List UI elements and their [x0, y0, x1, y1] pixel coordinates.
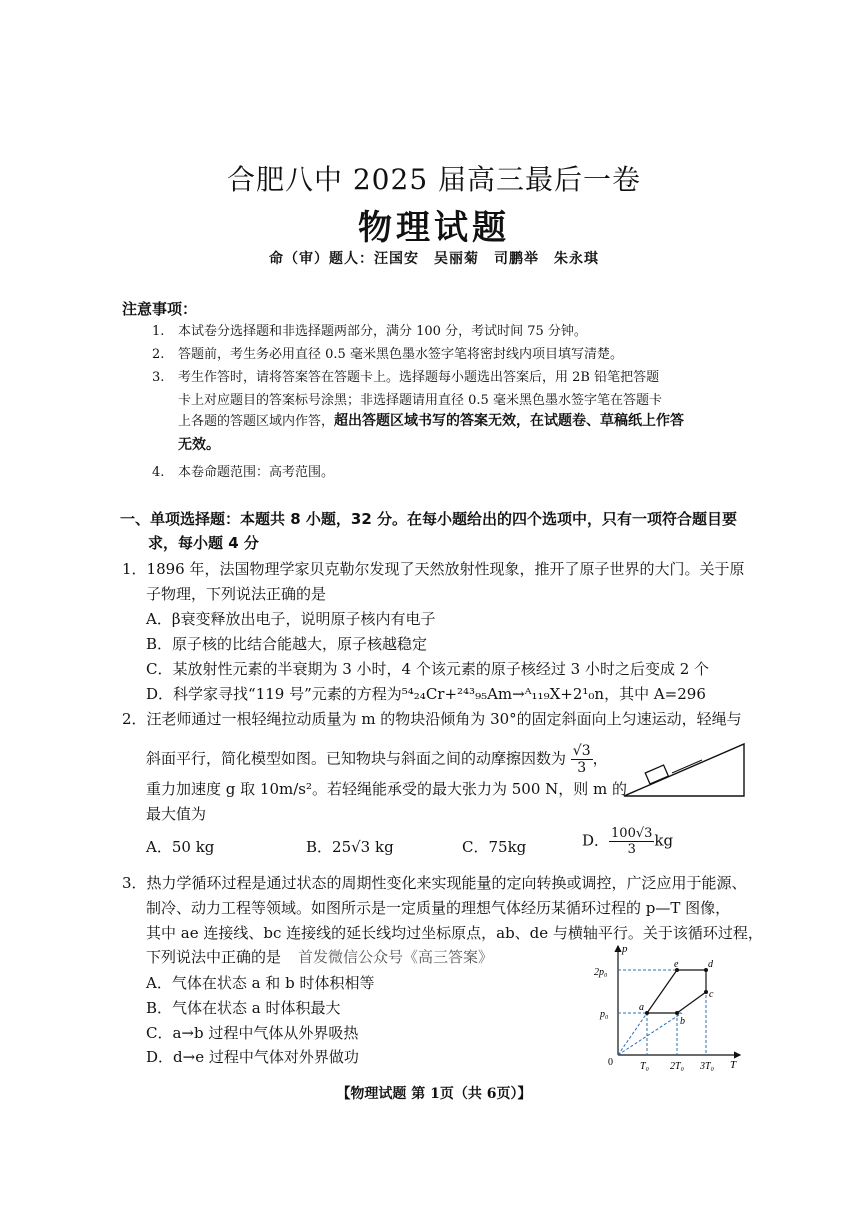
notice-item-3-line-1: 3. 考生作答时，请将答案答在答题卡上。选择题每小题选出答案后，用 2B 铅笔把答题	[152, 370, 660, 385]
notice-item-3-line-3: 上各题的答题区域内作答，超出答题区域书写的答案无效，在试题卷、草稿纸上作答	[178, 413, 685, 429]
p-axis-label: p	[622, 943, 628, 955]
x-tick-t0: T₀	[640, 1061, 650, 1072]
q3-option-b: B．气体在状态 a 时体积最大	[146, 999, 341, 1017]
point-e-label: e	[674, 959, 679, 970]
q2-stem-line-2: 斜面平行，简化模型如图。已知物块与斜面之间的动摩擦因数为 $\frac{√3}{3}$ ，	[146, 743, 608, 776]
q2-stem-line-1: 2．汪老师通过一根轻绳拉动质量为 m 的物块沿倾角为 30°的固定斜面向上匀速运动，轻绳与	[122, 710, 742, 728]
q3-option-d: D．d→e 过程中气体对外界做功	[146, 1048, 359, 1066]
q3-stem-line-3: 其中 ae 连接线、bc 连接线的延长线均过坐标原点，ab、de 与横轴平行。关于该循环过程，	[146, 924, 763, 942]
nuclear-equation: ⁵⁴₂₄Cr+²⁴³₉₅Am→ᴬ₁₁₉X+2¹₀n	[401, 685, 605, 703]
notice-item-3-line-2: 卡上对应题目的答案标号涂黑；非选择题请用直径 0.5 毫米黑色墨水签字笔在答题卡	[178, 393, 662, 408]
q2-option-c: C．75kg	[462, 838, 527, 856]
q2-stem-line-4: 最大值为	[146, 805, 207, 823]
incline-diagram	[620, 740, 748, 800]
q1-option-d: D．科学家寻找“119 号”元素的方程为⁵⁴₂₄Cr+²⁴³₉₅Am→ᴬ₁₁₉X+2¹₀n，其中 A=296	[146, 685, 706, 703]
point-c-label: c	[709, 989, 714, 1000]
y-tick-2p0: 2p₀	[594, 967, 608, 978]
y-tick-p0: p₀	[600, 1009, 609, 1020]
q1-option-c: C．某放射性元素的半衰期为 3 小时，4 个该元素的原子核经过 3 小时之后变成 2 个	[146, 660, 710, 678]
point-a-label: a	[639, 1002, 644, 1013]
q3-option-c: C．a→b 过程中气体从外界吸热	[146, 1024, 359, 1042]
subject-title: 物理试题	[358, 208, 510, 248]
friction-coefficient-fraction: $\frac{√3}{3}$	[572, 743, 591, 776]
q2-option-a: A．50 kg	[146, 838, 215, 856]
q2-option-d: D． $\frac{100√3}{3}$ kg	[582, 826, 674, 857]
section-heading-line-2: 求，每小题 4 分	[148, 534, 259, 552]
notice-item-4: 4. 本卷命题范围：高考范围。	[152, 465, 335, 480]
section-heading-line-1: 一、单项选择题：本题共 8 小题，32 分。在每小题给出的四个选项中，只有一项符合题目要	[120, 510, 737, 528]
q1-option-b: B．原子核的比结合能越大，原子核越稳定	[146, 635, 428, 653]
point-d-label: d	[708, 959, 713, 970]
state-points	[645, 968, 708, 1015]
q1-option-a: A．β衰变释放出电子，说明原子核内有电子	[146, 610, 436, 628]
incline-triangle	[624, 744, 744, 796]
q3-stem-line-4: 下列说法中正确的是	[146, 948, 282, 966]
authors-line: 命（审）题人：汪国安 吴丽菊 司鹏举 朱永琪	[269, 251, 599, 267]
notice-heading: 注意事项：	[122, 300, 198, 318]
notice-item-1: 1. 本试卷分选择题和非选择题两部分，满分 100 分，考试时间 75 分钟。	[152, 324, 587, 339]
q3-stem-line-1: 3．热力学循环过程是通过状态的周期性变化来实现能量的定向转换或调控，广泛应用于能源、	[122, 874, 747, 892]
t-axis-label: T	[730, 1059, 737, 1071]
origin-label: 0	[608, 1057, 613, 1068]
point-b-label: b	[680, 1016, 685, 1027]
pT-graph	[592, 940, 747, 1075]
rope-line	[672, 760, 702, 773]
q2-stem-line-3: 重力加速度 g 取 10m/s²。若轻绳能承受的最大张力为 500 N，则 m 的	[146, 780, 628, 798]
notice-item-2: 2. 答题前，考生务必用直径 0.5 毫米黑色墨水签字笔将密封线内项目填写清楚。	[152, 347, 623, 362]
watermark-text: 首发微信公众号《高三答案》	[298, 948, 494, 966]
x-tick-2t0: 2T₀	[670, 1061, 685, 1072]
x-tick-3t0: 3T₀	[700, 1061, 715, 1072]
q1-stem-line-1: 1．1896 年，法国物理学家贝克勒尔发现了天然放射性现象，推开了原子世界的大门。关于原	[122, 560, 745, 578]
notice-item-3-line-4: 无效。	[178, 437, 220, 453]
exam-title: 合肥八中 2025 届高三最后一卷	[226, 163, 642, 196]
cycle-path	[647, 970, 706, 1013]
q3-option-a: A．气体在状态 a 和 b 时体积相等	[146, 974, 375, 992]
q2-option-b: B．25√3 kg	[306, 838, 394, 856]
q1-stem-line-2: 子物理，下列说法正确的是	[146, 585, 327, 603]
page-footer: 【物理试题 第 1页（共 6页）】	[336, 1086, 532, 1102]
q3-stem-line-2: 制冷、动力工程等领域。如图所示是一定质量的理想气体经历某循环过程的 p—T 图像，	[146, 899, 731, 917]
block-on-incline	[645, 765, 668, 784]
